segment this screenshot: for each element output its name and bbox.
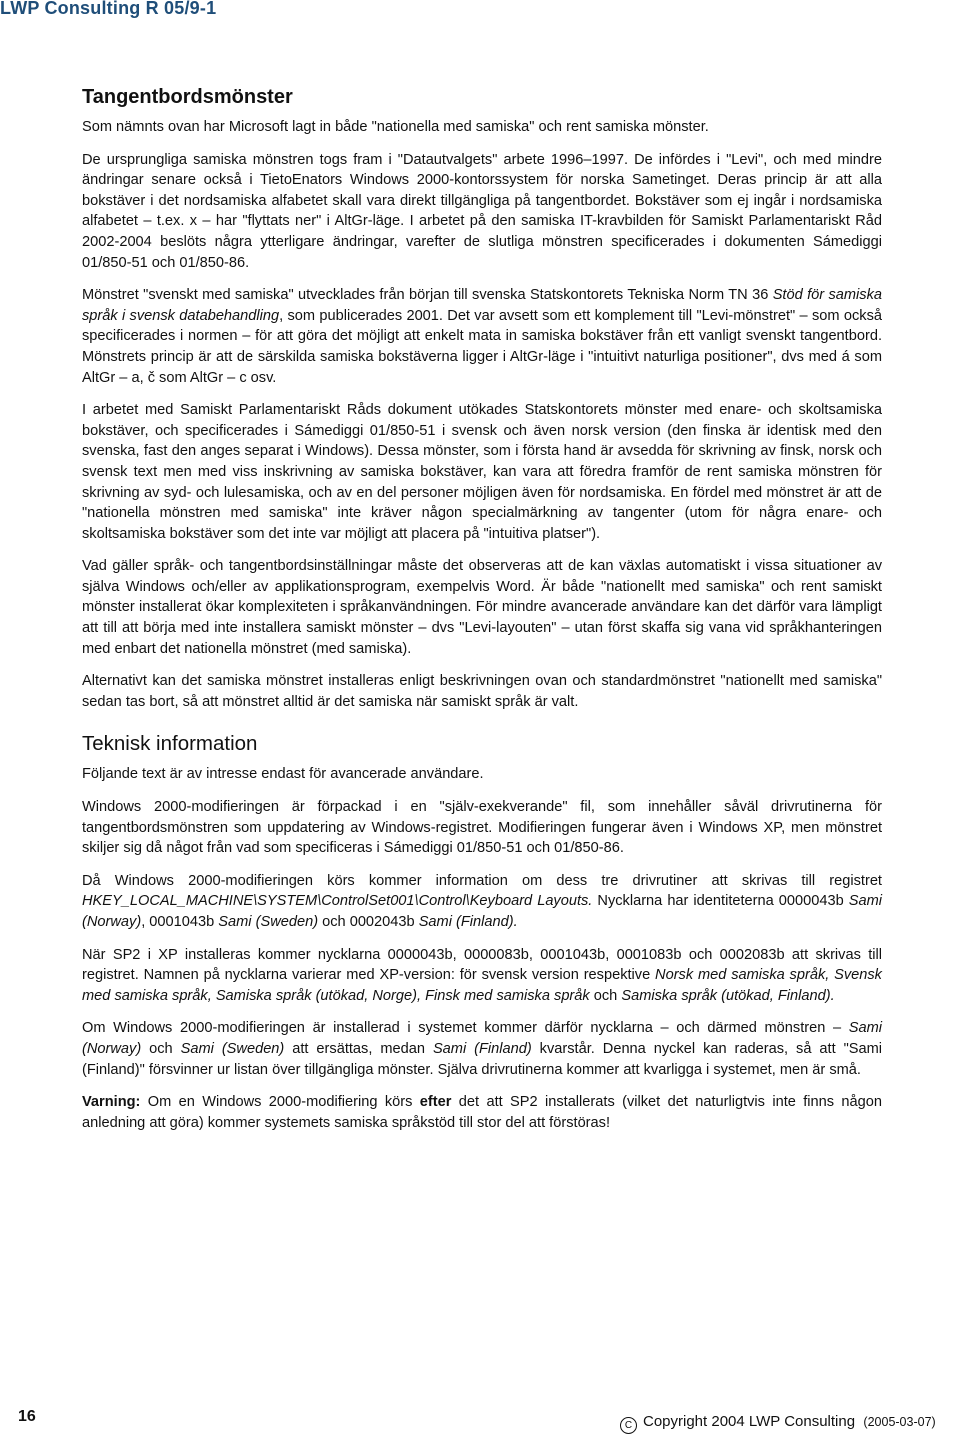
paragraph-text: När SP2 i XP installeras kommer nycklarna 0000043b, 0000083b, 0001043b, 0001083b och 0002083b att skrivas till registret. Namnen på nycklarna varierar med XP-version: för svensk version respektive xyxy=(82,946,882,984)
paragraph xyxy=(82,797,882,859)
copyright-notice xyxy=(620,1413,936,1434)
running-header: LWP Consulting R 05/9-1 xyxy=(0,0,217,18)
copyright-text: Copyright 2004 LWP Consulting xyxy=(643,1413,856,1430)
paragraph-text: Om Windows 2000-modifieringen är installerad i systemet kommer därför nycklarna – och därmed mönstren – xyxy=(82,1020,849,1037)
layout-name: Sami (Finland) xyxy=(432,1040,532,1057)
copyright-icon: C xyxy=(620,1417,637,1434)
paragraph-text: Om en Windows 2000-modifiering körs xyxy=(140,1094,420,1111)
registry-path: HKEY_LOCAL_MACHINE\SYSTEM\ControlSet001\Control\Keyboard Layouts. xyxy=(82,893,593,910)
paragraph-text: Alternativt kan det samiska mönstret installeras enligt beskrivningen ovan och standardmönstret "nationellt med samiska" sedan tas bort, så att mönstret alltid är det samiska när samiskt språk är valt. xyxy=(82,673,882,710)
layout-name: Sami (Norway) xyxy=(82,1020,882,1057)
paragraph-text: och xyxy=(141,1040,181,1057)
paragraph xyxy=(82,400,882,544)
paragraph-text: och 0002043b xyxy=(318,914,419,930)
paragraph-text: , som publicerades 2001. Det var avsett som ett komplement till "Levi-mönstret" – som också specificerades i normen – för att göra det möjligt att enkelt mata in samiska bokstäver från ett vanligt svenskt tangentbord. Mönstrets princip är att de särskilda samiska bokstäverna ligger i AltGr-läge i "intuitivt naturliga positioner", dvs med á som AltGr – a, č som AltGr – c osv. xyxy=(82,307,882,386)
paragraph-text: Då Windows 2000-modifieringen körs kommer information om dess tre drivrutiner att skrivas till registret xyxy=(82,872,882,889)
layout-names: Norsk med samiska språk, Svensk med samiska språk, Samiska språk (utökad, Norge), Finsk med samiska språk xyxy=(82,967,882,1004)
paragraph-text: att ersättas, medan xyxy=(284,1040,433,1057)
section-title-teknisk-information: Teknisk information xyxy=(82,732,258,756)
paragraph xyxy=(82,556,882,659)
paragraph-text: De ursprungliga samiska mönstren togs fram i "Datautvalgets" arbete 1996–1997. De infördes i "Levi", och med mindre ändringar senare också i TietoEnators Windows 2000-kontorssystem för norska Sametinget. Deras princip är att alla bokstäver i det nordsamiska alfabetet skall vara direkt tillgängliga på tangentbordet. Bokstäver som ej ingår i nordsamiska alfabetet – t.ex. x – har "flyttats ner" i AltGr-läge. I arbetet på den samiska IT-kravbilden för Samiskt Parlamentariskt Råd 2002-2004 beslöts några ytterligare ändringar, varefter de slutliga mönstren specificerades i dokumenten Sámediggi 01/850-51 och 01/850-86. xyxy=(82,151,882,271)
paragraph xyxy=(82,671,882,712)
paragraph-text: och xyxy=(589,987,622,1004)
paragraph xyxy=(82,945,882,1007)
paragraph xyxy=(82,1018,882,1080)
paragraph xyxy=(82,285,882,388)
paragraph-text: I arbetet med Samiskt Parlamentariskt Råds dokument utökades Statskontorets mönster med enare- och skoltsamiska bokstäver, och specificerades i Sámediggi 01/850-51 i svensk och även norsk version (den finska är identisk med den svenska, fast den anges separat i Windows). Dessa mönster, som i första hand är avsedda för skrivning av finsk, norsk och svensk text men med viss inskrivning av samiska bokstäver, kan vara att föredra framför de rent samiska mönstren för skrivning av syd- och lulesamiska, och av en del personer möjligen även för nordsamiska. En fördel med mönstret är att de "nationella mönstren med samiska" inte kräver någon specialmärkning av tangenter (utom för några enare- och skoltsamiska bokstäver som det inte var möjligt att placera på "intuitiva platser"). xyxy=(82,402,882,542)
paragraph-text: kvarstår. Denna nyckel kan raderas, så att "Sami (Finland)" försvinner ur listan över tillgängliga mönster. Själva drivrutinerna kommer att kvarligga i systemet, men är små. xyxy=(82,1040,883,1078)
paragraph xyxy=(82,871,882,933)
layout-name: Sami (Sweden) xyxy=(218,914,319,930)
page-number: 16 xyxy=(18,1408,36,1425)
paragraph xyxy=(82,117,882,138)
paragraph-text: Som nämnts ovan har Microsoft lagt in både "nationella med samiska" och rent samiska mönster. xyxy=(82,119,709,135)
paragraph-text: , 0001043b xyxy=(141,914,219,930)
document-date: (2005-03-07) xyxy=(863,1415,936,1429)
emphasis: efter xyxy=(419,1094,452,1111)
layout-name: Sami (Norway) xyxy=(82,893,882,930)
paragraph-text: det att SP2 installerats (vilket det naturligtvis inte finns någon anledning att göra) kommer systemets samiska språkstöd till stor del att förstöras! xyxy=(82,1094,883,1131)
paragraph-text: Följande text är av intresse endast för avancerade användare. xyxy=(82,766,484,783)
layout-name: Sami (Sweden) xyxy=(180,1040,285,1057)
layout-name: Sami (Finland). xyxy=(418,914,518,930)
paragraph-text: Vad gäller språk- och tangentbordsinställningar måste det observeras att de kan växlas automatiskt i vissa situationer av själva Windows och/eller av applikationsprogram, exempelvis Word. Är både "nationellt med samiska" och rent samiskt mönster installerat ökar komplexiteten i språkanvändningen. För mindre avancerade användare kan det därför vara lämpligt att till att börja med inte installera samiskt mönster – dvs "Levi-layouten" – utan först skaffa sig vana vid språkhanteringen med enbart det nationella mönstret (med samiska). xyxy=(82,558,882,657)
paragraph-text: Nycklarna har identiteterna 0000043b xyxy=(592,893,849,910)
paragraph-text: Mönstret "svenskt med samiska" utvecklades från början till svenska Statskontorets Tekniska Norm TN 36 xyxy=(82,287,773,304)
paragraph-text: Windows 2000-modifieringen är förpackad i en "själv-exekverande" fil, som innehåller såväl drivrutinerna för tangentbordsmönstren som uppdatering av Windows-registret. Modifieringen fungerar även i Windows XP, men mönstret skiljer sig då något från vad som specificeras i Sámediggi 01/850-51 och 01/850-86. xyxy=(82,799,882,857)
paragraph xyxy=(82,150,882,274)
warning-label: Varning: xyxy=(82,1094,141,1111)
section-title-tangentbordsmonster: Tangentbordsmönster xyxy=(82,86,293,108)
warning-paragraph xyxy=(82,1092,882,1133)
paragraph xyxy=(82,764,882,785)
layout-name: Samiska språk (utökad, Finland). xyxy=(621,987,835,1004)
norm-title: Stöd för samiska språk i svensk databehandling xyxy=(82,287,882,324)
document-body xyxy=(82,86,882,1145)
